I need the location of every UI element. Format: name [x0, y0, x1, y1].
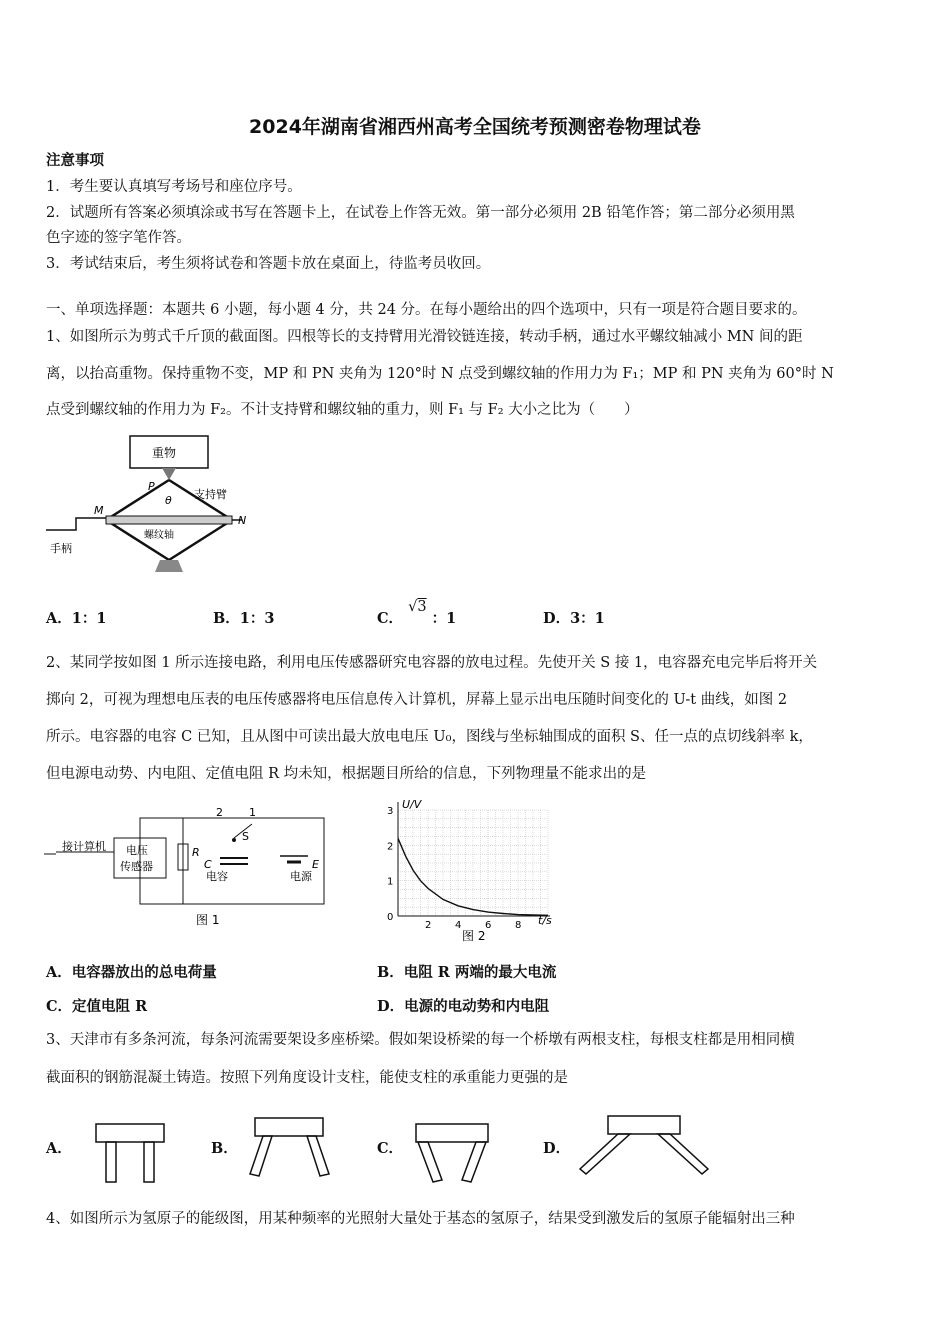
notice-item: 1．考生要认真填写考场号和座位序号。 [46, 179, 302, 195]
theta-label: θ [165, 494, 172, 507]
switch-2-label: 2 [216, 806, 223, 819]
sqrt-symbol: √3 [408, 599, 427, 615]
q2-text: 掷向 2，可视为理想电压表的电压传感器将电压信息传入计算机，屏幕上显示出电压随时间变化的 U-t 曲线，如图 2 [46, 692, 788, 708]
q1-option-b[interactable]: B．1：3 [213, 610, 275, 627]
n-label: N [238, 514, 247, 527]
q1-option-d[interactable]: D．3：1 [543, 610, 605, 627]
notice-heading: 注意事项 [46, 152, 104, 169]
q3-option-c[interactable]: C． [377, 1140, 404, 1157]
q1-option-a[interactable]: A．1：1 [46, 610, 107, 627]
ut-chart [372, 798, 562, 946]
capacitor-label: 电容 [206, 870, 228, 883]
weight-label: 重物 [152, 446, 177, 460]
chart-ticks [387, 806, 521, 931]
q2-option-d[interactable]: D．电源的电动势和内电阻 [377, 998, 550, 1015]
e-label: E [312, 858, 319, 871]
y-tick-label: 1 [387, 876, 394, 888]
q3-text: 3、天津市有多条河流，每条河流需要架设多座桥梁。假如架设桥梁的每一个桥墩有两根支柱，每根支柱都是用相同横 [46, 1032, 795, 1048]
y-tick-label: 0 [387, 912, 394, 923]
fig1-caption: 图 1 [196, 913, 220, 927]
circuit-figure [44, 800, 334, 935]
pillar-d-figure [578, 1112, 710, 1178]
p-label: P [148, 480, 155, 493]
page-title: 2024年湖南省湘西州高考全国统考预测密卷物理试卷 [249, 116, 701, 138]
y-tick-label: 3 [387, 806, 394, 817]
pillar-c-figure [412, 1120, 492, 1186]
x-tick-label: 6 [485, 920, 492, 931]
q3-text: 截面积的钢筋混凝土铸造。按照下列角度设计支柱，能使支柱的承重能力更强的是 [46, 1070, 568, 1086]
r-label: R [192, 846, 200, 859]
notice-item: 2．试题所有答案必须填涂或书写在答题卡上，在试卷上作答无效。第一部分必须用 2B 铅笔作答；第二部分必须用黑 [46, 205, 795, 221]
x-tick-label: 4 [455, 920, 462, 931]
pillar-b-figure [247, 1114, 333, 1180]
q2-text: 但电源电动势、内电阻、定值电阻 R 均未知，根据题目所给的信息，下列物理量不能求出的是 [46, 766, 647, 782]
q2-option-a[interactable]: A．电容器放出的总电荷量 [46, 964, 217, 981]
q1-text: 离，以抬高重物。保持重物不变，MP 和 PN 夹角为 120°时 N 点受到螺纹轴的作用力为 F₁；MP 和 PN 夹角为 60°时 N [46, 366, 834, 382]
sensor-label-1: 电压 [126, 844, 148, 857]
q2-text: 所示。电容器的电容 C 已知，且从图中可读出最大放电电压 U₀，图线与坐标轴围成的面积 S、任一点的点切线斜率 k， [46, 729, 813, 745]
switch-label: S [242, 830, 249, 843]
q1-option-c-ratio: ：1 [431, 610, 457, 627]
q1-option-c-label: C． [377, 610, 404, 627]
section-heading: 一、单项选择题：本题共 6 小题，每小题 4 分，共 24 分。在每小题给出的四个选项中，只有一项是符合题目要求的。 [46, 302, 807, 318]
q4-text: 4、如图所示为氢原子的能级图，用某种频率的光照射大量处于基态的氢原子，结果受到激发后的氢原子能辐射出三种 [46, 1211, 795, 1227]
handle-label: 手柄 [50, 542, 72, 555]
sqrt-value: 3 [417, 599, 427, 615]
c-label: C [204, 858, 212, 871]
arm-label: 支持臂 [194, 488, 227, 501]
x-axis-label: t/s [538, 914, 552, 927]
m-label: M [94, 504, 104, 517]
q1-option-c[interactable] [377, 599, 457, 628]
notice-item: 3．考试结束后，考生须将试卷和答题卡放在桌面上，待监考员收回。 [46, 256, 491, 272]
q3-option-b[interactable]: B． [211, 1140, 238, 1157]
q1-text: 点受到螺纹轴的作用力为 F₂。不计支持臂和螺纹轴的重力，则 F₁ 与 F₂ 大小之比为（ ） [46, 402, 639, 418]
q2-text: 2、某同学按如图 1 所示连接电路，利用电压传感器研究电容器的放电过程。先使开关 S 接 1，电容器充电完毕后将开关 [46, 655, 818, 671]
computer-label: 接计算机 [62, 840, 106, 853]
notice-item: 色字迹的签字笔作答。 [46, 230, 191, 246]
chart-title: 图 2 [462, 929, 486, 943]
q2-option-c[interactable]: C．定值电阻 R [46, 998, 148, 1015]
y-axis-label: U/V [402, 798, 422, 811]
x-tick-label: 8 [515, 920, 522, 931]
chart-grid [398, 810, 548, 916]
scissor-jack-figure [44, 432, 274, 580]
sensor-label-2: 传感器 [120, 860, 153, 873]
q3-option-d[interactable]: D． [543, 1140, 571, 1157]
source-label: 电源 [290, 870, 312, 883]
y-tick-label: 2 [387, 841, 394, 853]
q2-option-b[interactable]: B．电阻 R 两端的最大电流 [377, 964, 557, 981]
q3-option-a[interactable]: A． [46, 1140, 72, 1157]
screw-label: 螺纹轴 [144, 530, 174, 541]
switch-1-label: 1 [249, 806, 256, 819]
pillar-a-figure [92, 1120, 172, 1186]
q1-text: 1、如图所示为剪式千斤顶的截面图。四根等长的支持臂用光滑铰链连接，转动手柄，通过水平螺纹轴减小 MN 间的距 [46, 329, 803, 345]
x-tick-label: 2 [425, 920, 432, 931]
